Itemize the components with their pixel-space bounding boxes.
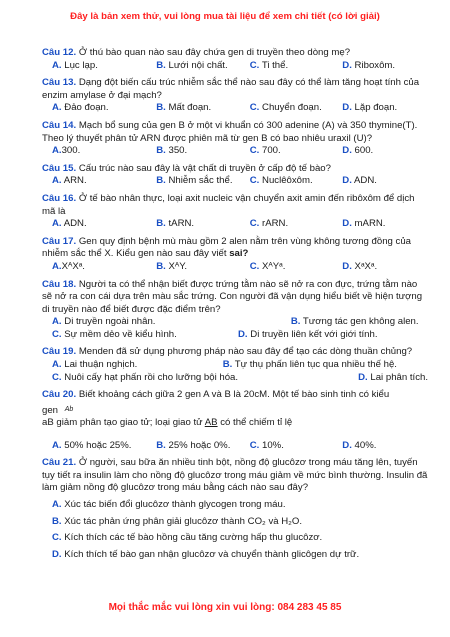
option-d: D. Riboxôm. (342, 59, 396, 71)
option-b: B. Nhiễm sắc thể. (156, 175, 233, 187)
option-c: C. rARN. (249, 218, 289, 230)
question-16 (42, 193, 428, 231)
option-c: C. XᴬYᵃ. (249, 260, 286, 272)
question-number: Câu 20. (42, 389, 77, 401)
option-c: C. 700. (249, 145, 281, 157)
question-13 (42, 77, 428, 115)
question-text: Biết khoảng cách giữa 2 gen A và B là 20cM. Một tế bào sinh tinh có kiểu (78, 389, 390, 401)
option-c: C. 10%. (249, 439, 284, 451)
options-row (42, 145, 428, 158)
option-a: A. Lục lạp. (52, 59, 98, 71)
question-text: Mạch bổ sung của gen B ở một vi khuẩn có 300 adenine (A) và 350 thymine(T). Theo lý thuyết phân tử ARN được phiên mã từ gen B có bao nhiêu uraxil (U)? (42, 119, 418, 144)
option-a: A. ARN. (52, 175, 87, 187)
question-17 (42, 236, 428, 274)
option-a: A. ADN. (52, 218, 87, 230)
option-b: B. Mất đoạn. (156, 102, 212, 114)
question-14 (42, 120, 428, 158)
option-d: D. Di truyền liên kết với giới tính. (238, 328, 378, 340)
options-ab (42, 359, 428, 372)
question-19 (42, 346, 428, 384)
question-text: Ở thú bào quan nào sau đây chứa gen di truyền theo dòng mẹ? (78, 47, 351, 58)
option-a: A. Đảo đoạn. (52, 102, 109, 114)
question-list (42, 47, 428, 561)
contact-footer: Mọi thắc mắc vui lòng xin vui lòng: 084 283 45 85 (108, 602, 342, 613)
question-21 (42, 457, 428, 561)
options-row (42, 175, 428, 188)
option-b: B. Lưới nội chất. (156, 59, 228, 71)
option-b: B. tARN. (156, 218, 195, 230)
preview-notice: Đây là bản xem thử, vui lòng mua tài liệu để xem chi tiết (có lời giải) (70, 11, 380, 22)
options-row (42, 261, 428, 274)
option-d: D. ADN. (342, 175, 377, 187)
options-cd (42, 329, 428, 342)
question-text: Menden đã sử dụng phương pháp nào sau đây để tạo các dòng thuần chủng? (78, 346, 413, 358)
question-number: Câu 19. (42, 346, 77, 358)
option-a: A.300. (52, 145, 81, 157)
option-d: D. Lai phân tích. (358, 371, 428, 383)
question-number: Câu 17. (42, 235, 77, 247)
option-b: B. 25% hoặc 0%. (156, 439, 231, 451)
options-ab (42, 316, 428, 329)
option-a: A. 50% hoặc 25%. (52, 439, 132, 451)
question-number: Câu 12. (42, 47, 77, 58)
options-row (42, 60, 428, 73)
option-c: C. Chuyển đoạn. (249, 102, 322, 114)
options-cd (42, 372, 428, 385)
option-d: D. Lặp đoạn. (342, 102, 398, 114)
option-a: A.XᴬXᵃ. (52, 260, 85, 272)
question-number: Câu 18. (42, 278, 77, 290)
question-text: Ở tế bào nhân thực, loại axit nucleic vận chuyển axit amin đến ribôxôm để dịch mã là (42, 192, 415, 217)
question-text: Gen quy định bệnh mù màu gồm 2 alen nằm trên vùng không tương đồng của nhiễm sắc thể X. Kiểu gen nào sau đây viết (42, 235, 412, 260)
option-a: A. Di truyền ngoài nhân. (52, 316, 156, 328)
question-number: Câu 14. (42, 119, 77, 131)
question-text: Dạng đột biến cấu trúc nhiễm sắc thể nào sau đây có thể làm tăng hoạt tính của enzim amylase ở đại mạch? (42, 77, 420, 101)
option-d: D. Kích thích tế bào gan nhận glucôzơ và chuyển thành glicôgen dự trữ. (52, 548, 360, 560)
option-b: B. Xúc tác phản ứng phân giải glucôzơ thành CO₂ và H₂O. (52, 515, 303, 527)
options-row (42, 440, 428, 453)
question-12 (42, 47, 428, 72)
question-number: Câu 13. (42, 77, 77, 89)
option-c: C. Sự mềm dẻo về kiểu hình. (52, 328, 177, 340)
option-c: C. Ti thể. (249, 59, 289, 71)
question-emphasis: sai? (229, 248, 249, 260)
question-number: Câu 21. (42, 457, 77, 469)
question-18 (42, 279, 428, 342)
question-text: Cấu trúc nào sau đây là vật chất di truyền ở cấp độ tế bào? (78, 162, 331, 174)
option-b: B. Tự thụ phấn liên tục qua nhiều thế hệ. (222, 359, 397, 371)
option-a: A. Xúc tác biến đổi glucôzơ thành glycogen trong máu. (52, 499, 286, 510)
question-number: Câu 16. (42, 192, 77, 204)
option-d: D. 600. (342, 145, 374, 157)
option-b: B. Tương tác gen không alen. (290, 316, 419, 328)
option-d: D. 40%. (342, 439, 377, 451)
option-c: C. Nuclêôxôm. (249, 175, 313, 187)
option-d: D. mARN. (342, 218, 386, 230)
question-20: Câu 20. Biết khoảng cách giữa 2 gen A và B là 20cM. Một tế bào sinh tinh có kiểu gen Ab aB giảm phân tạo giao tử; loại giao tử AB có thể chiếm tỉ lệ A. 50% hoặc 25%. B. 25% hoặc 0%. C. 10%. D. 40%. (42, 389, 428, 452)
genotype-fraction: Ab (64, 406, 74, 414)
question-number: Câu 15. (42, 162, 77, 174)
option-b: B. 350. (156, 145, 188, 157)
options-row (42, 102, 428, 115)
option-b: B. XᴬY. (156, 260, 188, 272)
question-text: Ở người, sau bữa ăn nhiều tinh bột, nồng độ glucôzơ trong máu tăng lên, tuyến tụy tiết ra insulin làm cho nồng độ glucôzơ trong máu giảm về mức bình thường. Insulin đã làm giảm nồng độ glucôzơ trong máu bằng cách nào sau đây? (42, 457, 428, 494)
options-row (42, 218, 428, 231)
option-c: C. Nuôi cấy hạt phấn rồi cho lưỡng bội hóa. (52, 371, 239, 383)
option-c: C. Kích thích các tế bào hồng cầu tăng cường hấp thu glucôzơ. (52, 532, 323, 544)
option-a: A. Lai thuận nghịch. (52, 359, 138, 371)
question-15 (42, 163, 428, 188)
question-text: Người ta có thể nhận biết được trứng tằm nào sẽ nở ra con đực, trứng tằm nào sẽ nở ra con cái dựa trên màu sắc trứng. Con người đã vận dụng hiểu biết về hiện tượng di truyền nào để biết được đặc điểm trên? (42, 278, 423, 315)
option-d: D. XᵃXᵃ. (342, 260, 378, 272)
